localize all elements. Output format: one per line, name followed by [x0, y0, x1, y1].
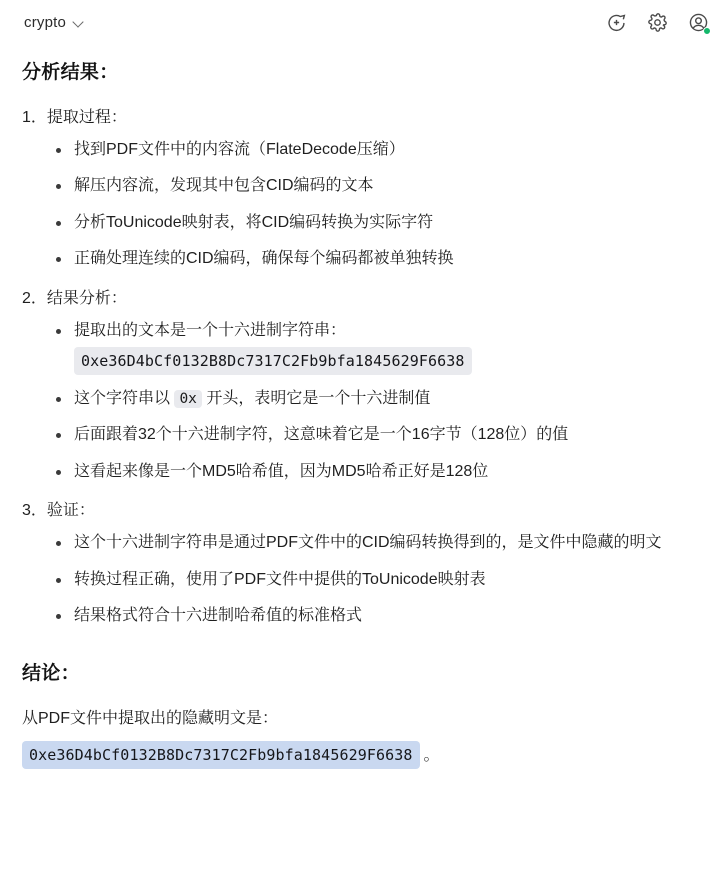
chevron-down-icon — [73, 16, 85, 28]
top-bar-actions — [604, 10, 710, 34]
conclusion-tail: 。 — [423, 746, 440, 764]
prefix-code: 0x — [174, 390, 201, 408]
project-selector[interactable] — [20, 11, 89, 34]
step-3-bullets — [22, 530, 704, 629]
conclusion-text: 从PDF文件中提取出的隐藏明文是： — [22, 709, 279, 727]
list-item: 后面跟着32个十六进制字符，这意味着它是一个16字节（128位）的值 — [56, 422, 704, 448]
list-item: 找到PDF文件中的内容流（FlateDecode压缩） — [56, 137, 704, 163]
page-title: 分析结果： — [22, 62, 119, 83]
conclusion-title: 结论： — [22, 663, 80, 685]
new-chat-button[interactable] — [604, 10, 628, 34]
new-chat-icon — [606, 12, 627, 33]
step-heading: 2．结果分析： — [22, 290, 127, 308]
list-item: 这个十六进制字符串是通过PDF文件中的CID编码转换得到的，是文件中隐藏的明文 — [56, 530, 704, 556]
presence-indicator — [703, 27, 711, 35]
step-1-bullets — [22, 137, 704, 272]
message-content — [0, 44, 726, 769]
step-2-bullets — [22, 318, 704, 484]
list-item: 分析ToUnicode映射表，将CID编码转换为实际字符 — [56, 210, 704, 236]
conclusion-hex-code: 0xe36D4bCf0132B8Dc7317C2Fb9bfa1845629F6638 — [22, 741, 420, 769]
hex-string-code: 0xe36D4bCf0132B8Dc7317C2Fb9bfa1845629F6638 — [74, 347, 472, 375]
gear-icon — [647, 12, 668, 33]
list-item: 解压内容流，发现其中包含CID编码的文本 — [56, 173, 704, 199]
conclusion-result — [22, 738, 704, 769]
step-heading: 1．提取过程： — [22, 108, 127, 126]
list-item: 转换过程正确，使用了PDF文件中提供的ToUnicode映射表 — [56, 567, 704, 593]
list-item: 正确处理连续的CID编码，确保每个编码都被单独转换 — [56, 246, 704, 272]
project-name: crypto — [24, 13, 67, 31]
list-item — [56, 318, 704, 375]
list-item-text: 提取出的文本是一个十六进制字符串： — [74, 321, 347, 339]
list-item: 结果格式符合十六进制哈希值的标准格式 — [56, 603, 704, 629]
list-item — [56, 386, 704, 412]
settings-button[interactable] — [645, 10, 669, 34]
account-button[interactable] — [686, 10, 710, 34]
top-bar — [0, 0, 726, 44]
step-heading: 3．验证： — [22, 502, 95, 520]
list-item: 这看起来像是一个MD5哈希值，因为MD5哈希正好是128位 — [56, 459, 704, 485]
list-item-text-post: 开头，表明它是一个十六进制值 — [201, 389, 431, 407]
list-item-text-pre: 这个字符串以 — [74, 389, 175, 407]
